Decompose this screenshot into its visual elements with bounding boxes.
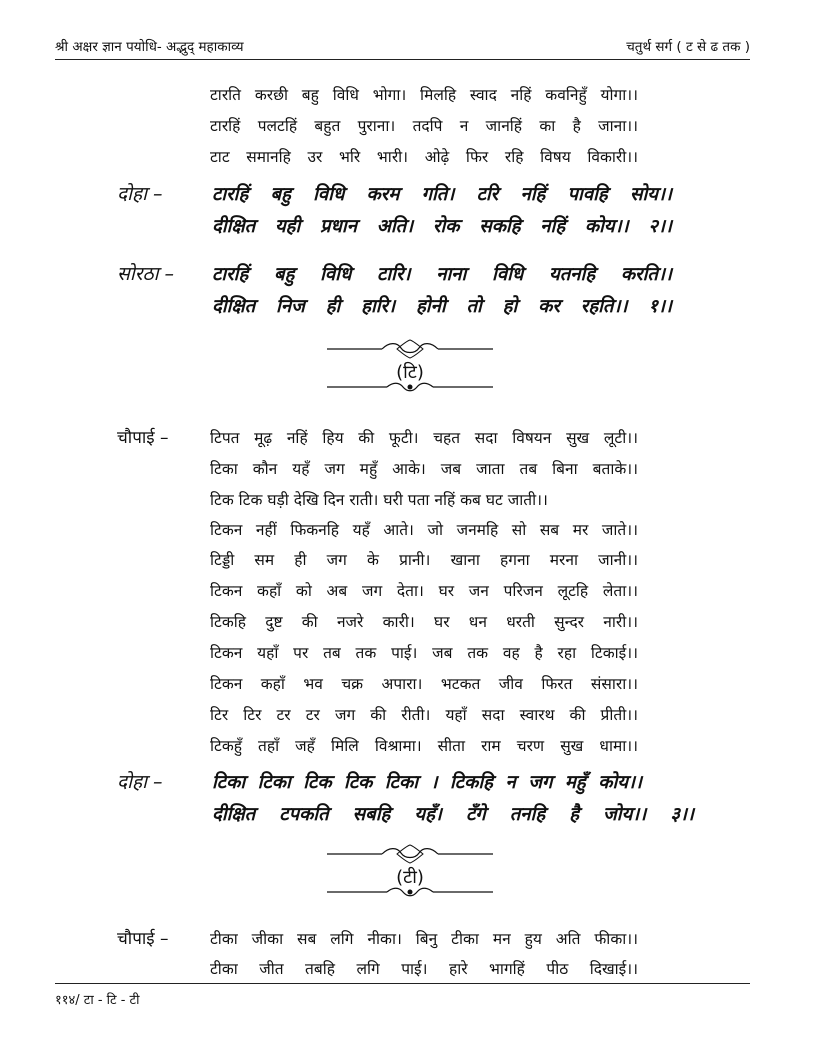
doha-line: दीक्षित यही प्रधान अति। रोक सकहि नहिं कोय।। २।। <box>212 216 672 237</box>
verse-line: टारति करछी बहु विधि भोगा। मिलहि स्वाद नहिं कवनिहुँ योगा।। <box>210 86 638 104</box>
doha-label: दोहा – <box>117 183 163 205</box>
chaupai-label: चौपाई – <box>117 428 169 448</box>
verse-line: टिकन कहाँ भव चक्र अपारा। भटकत जीव फिरत संसारा।। <box>210 675 638 693</box>
sortha-line: टारहिं बहु विधि टारि। नाना विधि यतनहि करति।। <box>212 264 672 285</box>
verse-line: टाट समानहि उर भरि भारी। ओढ़े फिर रहि विषय विकारी।। <box>210 148 638 166</box>
section-letter: (टि) <box>396 362 424 383</box>
page-footer: ११४/ टा - टि - टी <box>55 993 140 1008</box>
chaupai-label: चौपाई – <box>117 929 169 949</box>
verse-line: टिकन यहाँ पर तब तक पाई। जब तक वह है रहा टिकाई।। <box>210 644 638 662</box>
verse-line: टारहिं पलटहिं बहुत पुराना। तदपि न जानहिं का है जाना।। <box>210 117 638 135</box>
verse-line: टिका कौन यहँ जग महुँ आके। जब जाता तब बिना बताके।। <box>210 460 638 478</box>
sortha-label: सोरठा – <box>117 263 175 285</box>
sortha-line: दीक्षित निज ही हारि। होनी तो हो कर रहति।। १।। <box>212 296 672 317</box>
verse-line: टिकहुँ तहाँ जहँ मिलि विश्रामा। सीता राम चरण सुख धामा।। <box>210 737 638 755</box>
verse-line: टिपत मूढ़ नहिं हिय की फूटी। चहत सदा विषयन सुख लूटी।। <box>210 429 638 447</box>
header-book-title: श्री अक्षर ज्ञान पयोधि- अद्भुद् महाकाव्य <box>55 39 244 55</box>
doha-line: टिका टिका टिक टिक टिका । टिकहि न जग महुँ कोय।। <box>212 772 642 793</box>
verse-line: टिकन नहीं फिकनहि यहँ आते। जो जनमहि सो सब मर जाते।। <box>210 521 638 539</box>
footer-rule <box>55 983 750 984</box>
verse-line: टीका जीका सब लगि नीका। बिनु टीका मन हुय अति फीका।। <box>210 930 638 948</box>
verse-line: टिर टिर टर टर जग की रीती। यहाँ सदा स्वारथ की प्रीती।। <box>210 706 638 724</box>
doha-line: दीक्षित टपकति सबहि यहँ। टँगे तनहि है जोय।। ३।। <box>212 804 694 825</box>
verse-line: टीका जीत तबहि लगि पाई। हारे भागहिं पीठ दिखाई।। <box>210 960 638 978</box>
doha-label: दोहा – <box>117 771 163 793</box>
doha-line: टारहिं बहु विधि करम गति। टरि नहिं पावहि सोय।। <box>212 184 672 205</box>
section-letter: (टी) <box>396 867 424 888</box>
verse-line: टिकन कहाँ को अब जग देता। घर जन परिजन लूटहि लेता।। <box>210 582 638 600</box>
page-header <box>55 33 750 60</box>
verse-line: टिकहि दुष्ट की नजरे कारी। घर धन धरती सुन्दर नारी।। <box>210 613 638 631</box>
verse-line: टिड्डी सम ही जग के प्रानी। खाना हगना मरना जानी।। <box>210 551 638 569</box>
verse-line: टिक टिक घड़ी देखि दिन राती। घरी पता नहिं कब घट जाती।। <box>210 491 548 509</box>
header-chapter-title: चतुर्थ सर्ग ( ट से ढ तक ) <box>626 39 750 55</box>
